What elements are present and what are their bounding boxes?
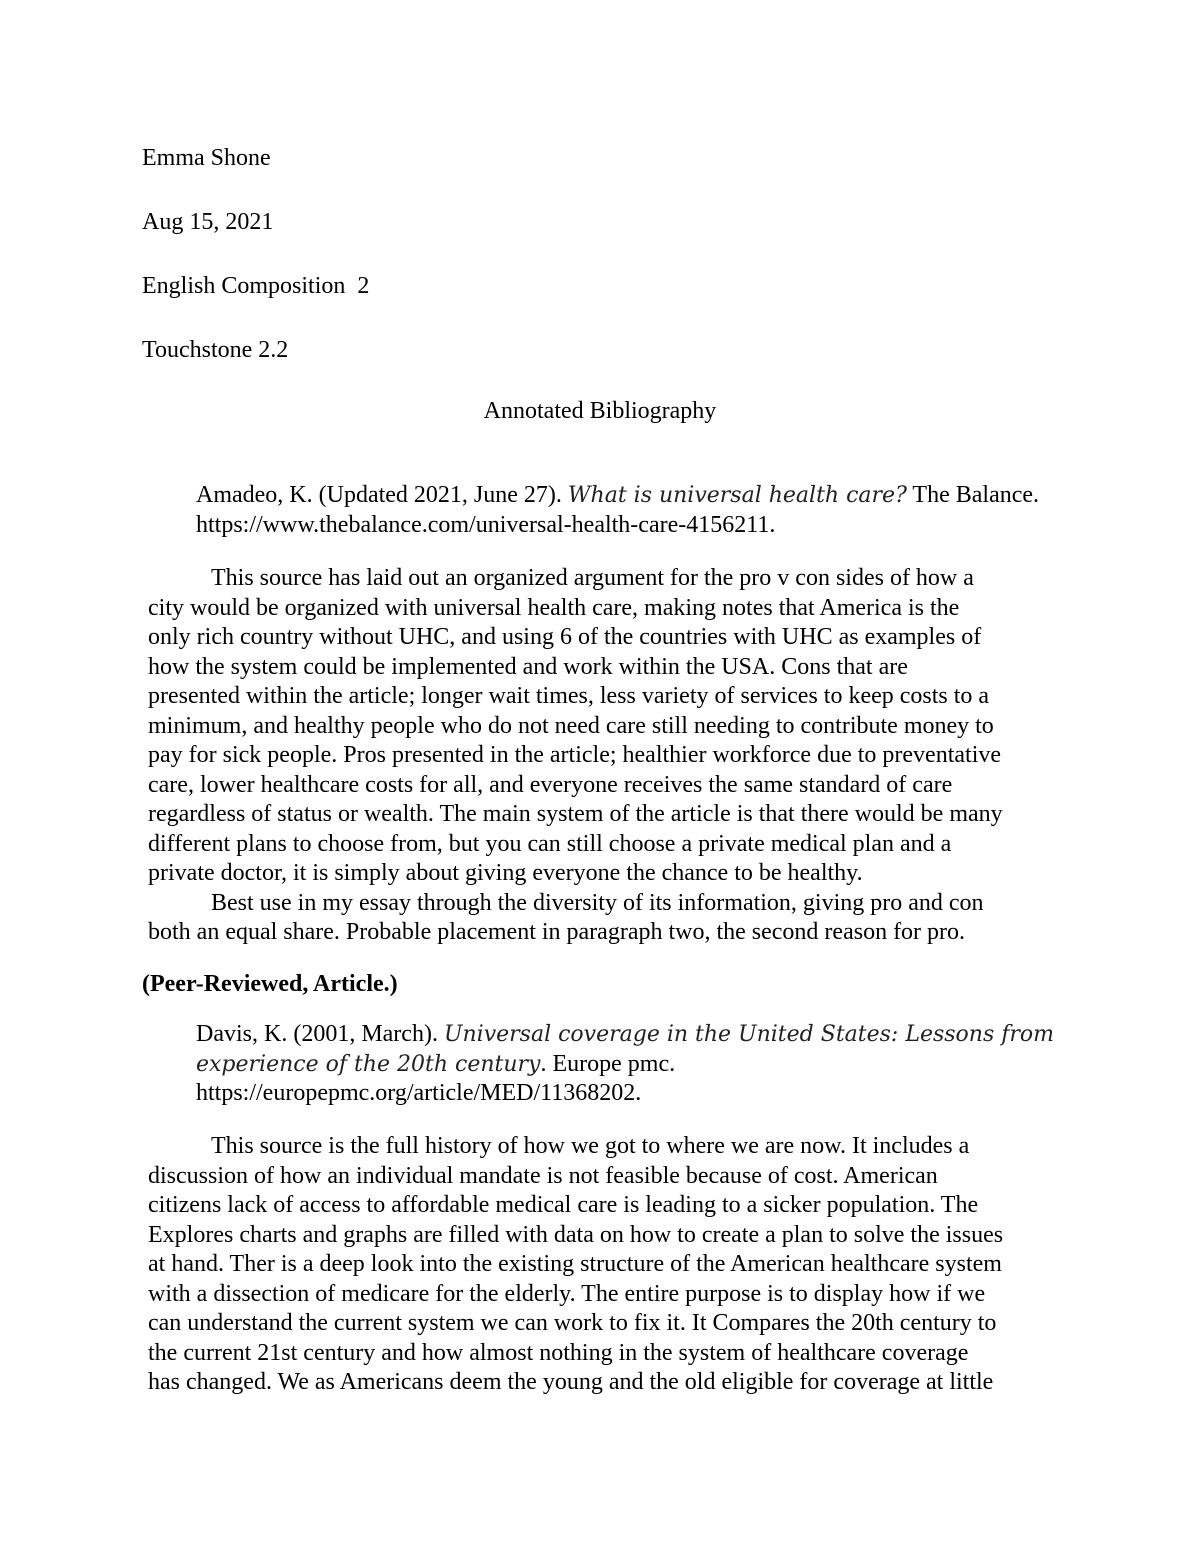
annotation-line: regardless of status or wealth. The main system of the article is that there would be many	[148, 801, 1003, 827]
citation-title: What is universal health care?	[567, 483, 907, 508]
annotation-line: Best use in my essay through the diversity of its information, giving pro and con	[211, 889, 984, 916]
annotation-line: city would be organized with universal health care, making notes that America is the	[148, 594, 960, 621]
annotation-line: pay for sick people. Pros presented in the article; healthier workforce due to preventative	[148, 742, 1002, 768]
annotation-line: care, lower healthcare costs for all, and everyone receives the same standard of care	[148, 771, 953, 798]
annotation-line: This source has laid out an organized argument for the pro v con sides of how a	[211, 565, 974, 591]
annotation-line: can understand the current system we can work to fix it. It Compares the 20th century to	[148, 1310, 997, 1336]
annotation-line: at hand. Ther is a deep look into the existing structure of the American healthcare system	[148, 1251, 1002, 1277]
annotation-line: different plans to choose from, but you can still choose a private medical plan and a	[148, 830, 952, 857]
citation-url: https://europepmc.org/article/MED/11368202.	[196, 1080, 642, 1106]
annotation-line: minimum, and healthy people who do not need care still needing to contribute money to	[148, 712, 994, 739]
annotation-amadeo	[148, 564, 1078, 948]
citation-title-continued: experience of the 20th century	[196, 1051, 541, 1077]
citation-authors: Amadeo, K. (Updated 2021, June 27).	[196, 482, 568, 508]
annotation-line: how the system could be implemented and work within the USA. Cons that are	[148, 653, 908, 680]
annotation-line: has changed. We as Americans deem the young and the old eligible for coverage at little	[148, 1369, 994, 1395]
citation-publisher: . Europe pmc.	[540, 1050, 676, 1077]
peer-reviewed-label: (Peer-Reviewed, Article.)	[142, 971, 398, 997]
citation-title: Universal coverage in the United States: Lessons from	[443, 1022, 1055, 1047]
course-name: English Composition 2	[142, 273, 370, 299]
annotation-line: private doctor, it is simply about giving everyone the chance to be healthy.	[148, 860, 863, 886]
annotation-line: presented within the article; longer wait times, less variety of services to keep costs to a	[148, 683, 990, 709]
citation-amadeo	[196, 481, 1096, 540]
author-name: Emma Shone	[142, 145, 271, 171]
annotation-line: only rich country without UHC, and using 6 of the countries with UHC as examples of	[148, 624, 982, 650]
annotation-line: both an equal share. Probable placement in paragraph two, the second reason for pro.	[148, 919, 966, 945]
citation-davis	[196, 1020, 1096, 1109]
annotation-line: discussion of how an individual mandate is not feasible because of cost. American	[148, 1162, 938, 1189]
annotation-line: This source is the full history of how we got to where we are now. It includes a	[211, 1133, 970, 1159]
date: Aug 15, 2021	[142, 209, 274, 235]
annotation-line: the current 21st century and how almost nothing in the system of healthcare coverage	[148, 1339, 969, 1366]
annotation-line: citizens lack of access to affordable medical care is leading to a sicker population. The	[148, 1192, 979, 1218]
assignment-name: Touchstone 2.2	[142, 337, 289, 363]
annotation-line: Explores charts and graphs are filled with data on how to create a plan to solve the issues	[148, 1221, 1004, 1248]
citation-authors: Davis, K. (2001, March).	[196, 1021, 444, 1047]
page-title: Annotated Bibliography	[483, 398, 717, 424]
citation-url: https://www.thebalance.com/universal-health-care-4156211.	[196, 511, 776, 538]
citation-publisher: The Balance.	[906, 482, 1040, 508]
annotation-line: with a dissection of medicare for the elderly. The entire purpose is to display how if we	[148, 1280, 986, 1307]
annotation-davis	[148, 1132, 1078, 1398]
